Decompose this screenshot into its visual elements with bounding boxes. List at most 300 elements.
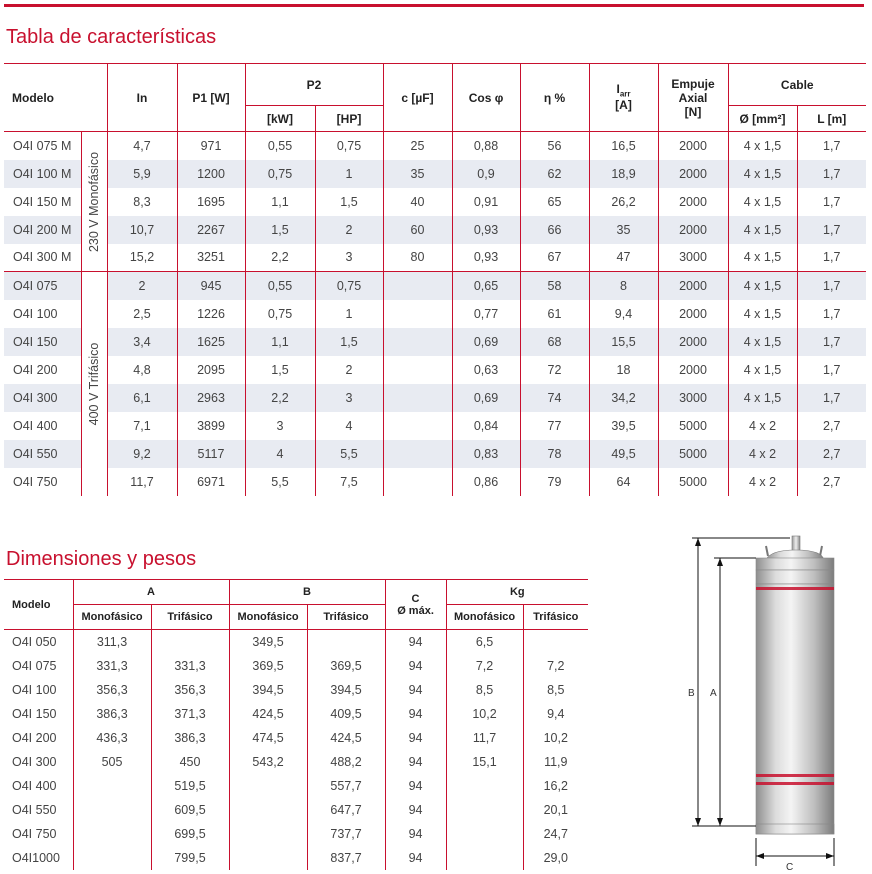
cell-kg-mono bbox=[446, 798, 523, 822]
cell-hp: 3 bbox=[315, 244, 383, 272]
dim-header-c-top: C bbox=[411, 592, 420, 605]
cell-a-tri: 450 bbox=[151, 750, 229, 774]
cell-len: 2,7 bbox=[797, 412, 866, 440]
cell-diam: 4 x 1,5 bbox=[728, 188, 797, 216]
cell-hp: 0,75 bbox=[315, 132, 383, 160]
cell-cos: 0,77 bbox=[452, 300, 520, 328]
cell-c: 94 bbox=[385, 630, 446, 654]
cell-len: 1,7 bbox=[797, 300, 866, 328]
cell-b-mono: 369,5 bbox=[229, 654, 307, 678]
characteristics-title: Tabla de características bbox=[6, 26, 217, 48]
cell-kg-mono bbox=[446, 846, 523, 870]
cell-b-mono bbox=[229, 846, 307, 870]
cell-kw: 4 bbox=[245, 440, 315, 468]
table-row bbox=[4, 160, 866, 188]
cell-kg-mono: 8,5 bbox=[446, 678, 523, 702]
cell-kg-mono: 6,5 bbox=[446, 630, 523, 654]
cell-cos: 0,69 bbox=[452, 328, 520, 356]
cell-a-tri: 331,3 bbox=[151, 654, 229, 678]
dimensions-body bbox=[4, 630, 588, 870]
cell-empuje: 2000 bbox=[658, 272, 728, 300]
cell-kw: 1,5 bbox=[245, 216, 315, 244]
cell-diam: 4 x 2 bbox=[728, 440, 797, 468]
cell-diam: 4 x 1,5 bbox=[728, 328, 797, 356]
header-cable: Cable bbox=[728, 64, 866, 106]
header-c: c [µF] bbox=[383, 64, 452, 132]
header-iarr-unit: [A] bbox=[615, 97, 632, 112]
cell-kg-tri: 29,0 bbox=[523, 846, 588, 870]
cell-a-mono: 386,3 bbox=[73, 702, 151, 726]
cell-diam: 4 x 1,5 bbox=[728, 384, 797, 412]
cell-model: O4I1000 bbox=[12, 850, 60, 865]
cell-kg-tri: 24,7 bbox=[523, 822, 588, 846]
cell-hp: 7,5 bbox=[315, 468, 383, 496]
cell-a-tri: 799,5 bbox=[151, 846, 229, 870]
cell-len: 2,7 bbox=[797, 440, 866, 468]
table-row bbox=[4, 630, 588, 654]
cell-b-mono bbox=[229, 822, 307, 846]
cell-c: 25 bbox=[383, 132, 452, 160]
cell-a-mono: 436,3 bbox=[73, 726, 151, 750]
cell-model: O4I 150 M bbox=[13, 194, 72, 209]
cell-empuje: 3000 bbox=[658, 384, 728, 412]
cell-c: 94 bbox=[385, 726, 446, 750]
cell-in: 4,7 bbox=[107, 132, 177, 160]
cell-kw: 2,2 bbox=[245, 384, 315, 412]
cell-c bbox=[383, 272, 452, 300]
cell-iarr: 35 bbox=[589, 216, 658, 244]
cell-model: O4I 075 bbox=[12, 658, 57, 673]
cell-empuje: 5000 bbox=[658, 412, 728, 440]
cell-empuje: 2000 bbox=[658, 356, 728, 384]
cell-cos: 0,69 bbox=[452, 384, 520, 412]
cell-a-mono bbox=[73, 822, 151, 846]
cell-iarr: 8 bbox=[589, 272, 658, 300]
cell-iarr: 15,5 bbox=[589, 328, 658, 356]
header-eta: η % bbox=[520, 64, 589, 132]
cell-empuje: 5000 bbox=[658, 440, 728, 468]
cell-kg-tri: 16,2 bbox=[523, 774, 588, 798]
cell-hp: 2 bbox=[315, 216, 383, 244]
cell-iarr: 64 bbox=[589, 468, 658, 496]
cell-p1: 3251 bbox=[177, 244, 245, 272]
cell-in: 2 bbox=[107, 272, 177, 300]
header-p2-kw: [kW] bbox=[245, 106, 315, 132]
header-iarr-main: I bbox=[616, 82, 620, 97]
cell-in: 9,2 bbox=[107, 440, 177, 468]
cell-eta: 74 bbox=[520, 384, 589, 412]
header-p1: P1 [W] bbox=[177, 64, 245, 132]
cell-iarr: 39,5 bbox=[589, 412, 658, 440]
cell-iarr: 16,5 bbox=[589, 132, 658, 160]
cell-eta: 62 bbox=[520, 160, 589, 188]
header-modelo: Modelo bbox=[12, 90, 54, 105]
cell-model: O4I 200 M bbox=[4, 216, 81, 244]
cell-model: O4I 075 M bbox=[13, 138, 72, 153]
group-label-mono bbox=[81, 132, 107, 272]
cell-kg-tri: 9,4 bbox=[523, 702, 588, 726]
cell-c: 94 bbox=[385, 678, 446, 702]
cell-c: 94 bbox=[385, 846, 446, 870]
cell-iarr: 34,2 bbox=[589, 384, 658, 412]
cell-c: 94 bbox=[385, 702, 446, 726]
group-label-tri bbox=[81, 272, 107, 496]
cell-c: 94 bbox=[385, 798, 446, 822]
group-label-tri-text: 400 V Trifásico bbox=[87, 342, 101, 426]
header-p2-hp: [HP] bbox=[315, 106, 383, 132]
cell-p1: 3899 bbox=[177, 412, 245, 440]
characteristics-body bbox=[4, 132, 866, 496]
cell-len: 1,7 bbox=[797, 216, 866, 244]
dim-header-b-mono: Monofásico bbox=[229, 605, 307, 630]
cell-empuje: 2000 bbox=[658, 132, 728, 160]
cell-in: 8,3 bbox=[107, 188, 177, 216]
cell-b-tri: 488,2 bbox=[307, 750, 385, 774]
cell-hp: 1,5 bbox=[315, 188, 383, 216]
cell-p1: 6971 bbox=[177, 468, 245, 496]
cell-p1: 5117 bbox=[177, 440, 245, 468]
cell-kg-mono: 7,2 bbox=[446, 654, 523, 678]
cell-len: 1,7 bbox=[797, 328, 866, 356]
cell-kg-mono: 10,2 bbox=[446, 702, 523, 726]
cell-a-mono: 505 bbox=[73, 750, 151, 774]
cell-in: 3,4 bbox=[107, 328, 177, 356]
cell-model: O4I 150 bbox=[12, 706, 57, 721]
dim-header-b: B bbox=[229, 580, 385, 605]
cell-eta: 78 bbox=[520, 440, 589, 468]
dim-label-b: B bbox=[688, 688, 695, 699]
cell-in: 6,1 bbox=[107, 384, 177, 412]
table-row bbox=[4, 678, 588, 702]
header-empuje bbox=[658, 64, 728, 132]
cell-b-tri: 557,7 bbox=[307, 774, 385, 798]
cell-c bbox=[383, 356, 452, 384]
cell-eta: 67 bbox=[520, 244, 589, 272]
cell-eta: 79 bbox=[520, 468, 589, 496]
cell-kg-tri: 11,9 bbox=[523, 750, 588, 774]
cell-in: 5,9 bbox=[107, 160, 177, 188]
cell-c: 94 bbox=[385, 774, 446, 798]
header-cos: Cos φ bbox=[452, 64, 520, 132]
cell-a-tri: 519,5 bbox=[151, 774, 229, 798]
cell-kw: 0,55 bbox=[245, 272, 315, 300]
cell-kw: 3 bbox=[245, 412, 315, 440]
cell-model: O4I 400 bbox=[13, 418, 58, 433]
cell-len: 1,7 bbox=[797, 356, 866, 384]
cell-empuje: 2000 bbox=[658, 188, 728, 216]
cell-empuje: 2000 bbox=[658, 300, 728, 328]
header-cable-diam: Ø [mm²] bbox=[728, 106, 797, 132]
header-empuje-line1: Empuje bbox=[671, 76, 715, 91]
cell-c: 94 bbox=[385, 654, 446, 678]
cell-eta: 61 bbox=[520, 300, 589, 328]
cell-c bbox=[383, 468, 452, 496]
table-row bbox=[4, 798, 588, 822]
dim-header-kg-tri: Trifásico bbox=[523, 605, 588, 630]
cell-hp: 0,75 bbox=[315, 272, 383, 300]
cell-a-mono bbox=[73, 774, 151, 798]
cell-empuje: 3000 bbox=[658, 244, 728, 272]
cell-p1: 945 bbox=[177, 272, 245, 300]
cell-kw: 0,75 bbox=[245, 160, 315, 188]
cell-diam: 4 x 1,5 bbox=[728, 356, 797, 384]
cell-b-tri: 369,5 bbox=[307, 654, 385, 678]
table-row bbox=[4, 774, 588, 798]
table-row bbox=[4, 356, 866, 384]
cell-empuje: 2000 bbox=[658, 216, 728, 244]
cell-empuje: 5000 bbox=[658, 468, 728, 496]
cell-kg-mono bbox=[446, 774, 523, 798]
cell-model: O4I 100 bbox=[13, 306, 58, 321]
table-row bbox=[4, 412, 866, 440]
cell-kg-mono: 11,7 bbox=[446, 726, 523, 750]
table-row bbox=[4, 654, 588, 678]
cell-eta: 77 bbox=[520, 412, 589, 440]
dim-header-a-mono: Monofásico bbox=[73, 605, 151, 630]
cell-diam: 4 x 1,5 bbox=[728, 160, 797, 188]
group-label-mono-text: 230 V Monofásico bbox=[87, 151, 101, 252]
header-empuje-line2: Axial bbox=[678, 90, 708, 105]
cell-cos: 0,63 bbox=[452, 356, 520, 384]
cell-hp: 5,5 bbox=[315, 440, 383, 468]
cell-empuje: 2000 bbox=[658, 160, 728, 188]
cell-hp: 1 bbox=[315, 160, 383, 188]
table-row bbox=[4, 440, 866, 468]
table-row bbox=[4, 188, 866, 216]
cell-model: O4I 150 bbox=[4, 328, 81, 356]
cell-len: 2,7 bbox=[797, 468, 866, 496]
cell-iarr: 26,2 bbox=[589, 188, 658, 216]
cell-model: O4I 550 bbox=[4, 440, 81, 468]
cell-model: O4I 400 bbox=[12, 778, 57, 793]
cell-p1: 2267 bbox=[177, 216, 245, 244]
cell-in: 15,2 bbox=[107, 244, 177, 272]
cell-c: 94 bbox=[385, 822, 446, 846]
cell-in: 11,7 bbox=[107, 468, 177, 496]
cell-a-tri: 609,5 bbox=[151, 798, 229, 822]
submersible-motor-drawing bbox=[672, 528, 862, 874]
cell-c bbox=[383, 412, 452, 440]
cell-model: O4I 200 bbox=[13, 362, 58, 377]
cell-cos: 0,86 bbox=[452, 468, 520, 496]
header-in: In bbox=[107, 64, 177, 132]
cell-model: O4I 750 bbox=[13, 474, 58, 489]
cell-kg-tri bbox=[523, 630, 588, 654]
cell-iarr: 49,5 bbox=[589, 440, 658, 468]
cell-p1: 971 bbox=[177, 132, 245, 160]
cell-model: O4I 300 bbox=[12, 754, 57, 769]
table-row bbox=[4, 750, 588, 774]
cell-a-mono: 331,3 bbox=[73, 654, 151, 678]
cell-a-mono: 311,3 bbox=[73, 630, 151, 654]
cell-kg-tri: 7,2 bbox=[523, 654, 588, 678]
cell-p1: 1625 bbox=[177, 328, 245, 356]
cell-p1: 1695 bbox=[177, 188, 245, 216]
dim-header-c bbox=[385, 580, 446, 630]
cell-cos: 0,88 bbox=[452, 132, 520, 160]
cell-kg-tri: 20,1 bbox=[523, 798, 588, 822]
cell-iarr: 18 bbox=[589, 356, 658, 384]
cell-b-tri: 394,5 bbox=[307, 678, 385, 702]
cell-p1: 2095 bbox=[177, 356, 245, 384]
cell-c bbox=[383, 300, 452, 328]
cell-c: 80 bbox=[383, 244, 452, 272]
cell-len: 1,7 bbox=[797, 272, 866, 300]
cell-model: O4I 050 bbox=[12, 634, 57, 649]
cell-empuje: 2000 bbox=[658, 328, 728, 356]
cell-c: 40 bbox=[383, 188, 452, 216]
cell-a-mono bbox=[73, 798, 151, 822]
cell-b-tri: 647,7 bbox=[307, 798, 385, 822]
cell-b-mono: 474,5 bbox=[229, 726, 307, 750]
cell-b-tri: 837,7 bbox=[307, 846, 385, 870]
cell-kg-mono: 15,1 bbox=[446, 750, 523, 774]
cell-cos: 0,9 bbox=[452, 160, 520, 188]
table-row bbox=[4, 328, 866, 356]
dim-header-a: A bbox=[73, 580, 229, 605]
cell-diam: 4 x 1,5 bbox=[728, 300, 797, 328]
table-row bbox=[4, 132, 866, 160]
cell-cos: 0,91 bbox=[452, 188, 520, 216]
cell-c bbox=[383, 440, 452, 468]
cell-hp: 1,5 bbox=[315, 328, 383, 356]
cell-model: O4I 300 bbox=[4, 384, 81, 412]
cell-in: 10,7 bbox=[107, 216, 177, 244]
cell-a-mono bbox=[73, 846, 151, 870]
cell-eta: 56 bbox=[520, 132, 589, 160]
cell-a-tri bbox=[151, 630, 229, 654]
cell-eta: 58 bbox=[520, 272, 589, 300]
cell-in: 7,1 bbox=[107, 412, 177, 440]
cell-eta: 66 bbox=[520, 216, 589, 244]
cell-a-tri: 699,5 bbox=[151, 822, 229, 846]
cell-model: O4I 200 bbox=[12, 730, 57, 745]
cell-model: O4I 750 bbox=[12, 826, 57, 841]
cell-model: O4I 100 M bbox=[4, 160, 81, 188]
cell-p1: 2963 bbox=[177, 384, 245, 412]
cell-kg-tri: 8,5 bbox=[523, 678, 588, 702]
cell-kw: 0,75 bbox=[245, 300, 315, 328]
characteristics-table bbox=[4, 63, 866, 496]
cell-cos: 0,83 bbox=[452, 440, 520, 468]
cell-b-mono bbox=[229, 798, 307, 822]
cell-eta: 68 bbox=[520, 328, 589, 356]
cell-diam: 4 x 1,5 bbox=[728, 216, 797, 244]
cell-b-tri: 409,5 bbox=[307, 702, 385, 726]
cell-diam: 4 x 1,5 bbox=[728, 244, 797, 272]
cell-len: 1,7 bbox=[797, 160, 866, 188]
cell-diam: 4 x 2 bbox=[728, 468, 797, 496]
cell-b-mono: 543,2 bbox=[229, 750, 307, 774]
cell-cos: 0,93 bbox=[452, 216, 520, 244]
table-row bbox=[4, 846, 588, 870]
header-iarr bbox=[589, 64, 658, 132]
header-p2: P2 bbox=[245, 64, 383, 106]
cell-eta: 65 bbox=[520, 188, 589, 216]
cell-b-tri: 737,7 bbox=[307, 822, 385, 846]
cell-model: O4I 300 M bbox=[13, 250, 72, 265]
table-row bbox=[4, 244, 866, 272]
dimensions-table bbox=[4, 579, 588, 870]
header-iarr-sub: arr bbox=[619, 89, 631, 99]
table-row bbox=[4, 272, 866, 300]
cell-diam: 4 x 1,5 bbox=[728, 272, 797, 300]
dim-header-kg: Kg bbox=[446, 580, 588, 605]
cell-kw: 1,1 bbox=[245, 188, 315, 216]
cell-hp: 2 bbox=[315, 356, 383, 384]
cell-diam: 4 x 1,5 bbox=[728, 132, 797, 160]
cell-a-tri: 371,3 bbox=[151, 702, 229, 726]
cell-eta: 72 bbox=[520, 356, 589, 384]
table-row bbox=[4, 300, 866, 328]
cell-in: 4,8 bbox=[107, 356, 177, 384]
cell-kw: 1,5 bbox=[245, 356, 315, 384]
cell-c: 60 bbox=[383, 216, 452, 244]
cell-kg-mono bbox=[446, 822, 523, 846]
cell-c bbox=[383, 384, 452, 412]
cell-b-mono: 394,5 bbox=[229, 678, 307, 702]
cell-cos: 0,93 bbox=[452, 244, 520, 272]
cell-c: 35 bbox=[383, 160, 452, 188]
cell-kg-tri: 10,2 bbox=[523, 726, 588, 750]
cell-c bbox=[383, 328, 452, 356]
table-row bbox=[4, 384, 866, 412]
top-rule bbox=[4, 4, 864, 7]
cell-model: O4I 075 bbox=[4, 272, 81, 300]
cell-b-mono bbox=[229, 774, 307, 798]
cell-b-mono: 349,5 bbox=[229, 630, 307, 654]
cell-in: 2,5 bbox=[107, 300, 177, 328]
cell-kw: 2,2 bbox=[245, 244, 315, 272]
cell-p1: 1200 bbox=[177, 160, 245, 188]
table-row bbox=[4, 822, 588, 846]
cell-iarr: 47 bbox=[589, 244, 658, 272]
cell-b-mono: 424,5 bbox=[229, 702, 307, 726]
dim-header-c-bottom: Ø máx. bbox=[397, 604, 434, 617]
cell-iarr: 9,4 bbox=[589, 300, 658, 328]
dim-header-b-tri: Trifásico bbox=[307, 605, 385, 630]
cell-hp: 4 bbox=[315, 412, 383, 440]
cell-hp: 1 bbox=[315, 300, 383, 328]
cell-kw: 0,55 bbox=[245, 132, 315, 160]
cell-len: 1,7 bbox=[797, 188, 866, 216]
cell-kw: 5,5 bbox=[245, 468, 315, 496]
dim-header-a-tri: Trifásico bbox=[151, 605, 229, 630]
cell-b-tri bbox=[307, 630, 385, 654]
cell-p1: 1226 bbox=[177, 300, 245, 328]
table-row bbox=[4, 468, 866, 496]
cell-c: 94 bbox=[385, 750, 446, 774]
cell-model: O4I 100 bbox=[12, 682, 57, 697]
table-row bbox=[4, 702, 588, 726]
dim-label-a: A bbox=[710, 688, 717, 699]
cell-hp: 3 bbox=[315, 384, 383, 412]
dim-label-c: C bbox=[786, 862, 794, 873]
cell-model: O4I 550 bbox=[12, 802, 57, 817]
table-row bbox=[4, 216, 866, 244]
cell-cos: 0,65 bbox=[452, 272, 520, 300]
dimensions-title: Dimensiones y pesos bbox=[6, 548, 197, 570]
header-empuje-line3: [N] bbox=[684, 104, 702, 119]
table-row bbox=[4, 726, 588, 750]
dim-header-kg-mono: Monofásico bbox=[446, 605, 523, 630]
header-cable-len: L [m] bbox=[797, 106, 866, 132]
dim-header-modelo: Modelo bbox=[12, 598, 51, 611]
cell-len: 1,7 bbox=[797, 132, 866, 160]
cell-b-tri: 424,5 bbox=[307, 726, 385, 750]
motor-body bbox=[756, 536, 834, 834]
cell-len: 1,7 bbox=[797, 384, 866, 412]
